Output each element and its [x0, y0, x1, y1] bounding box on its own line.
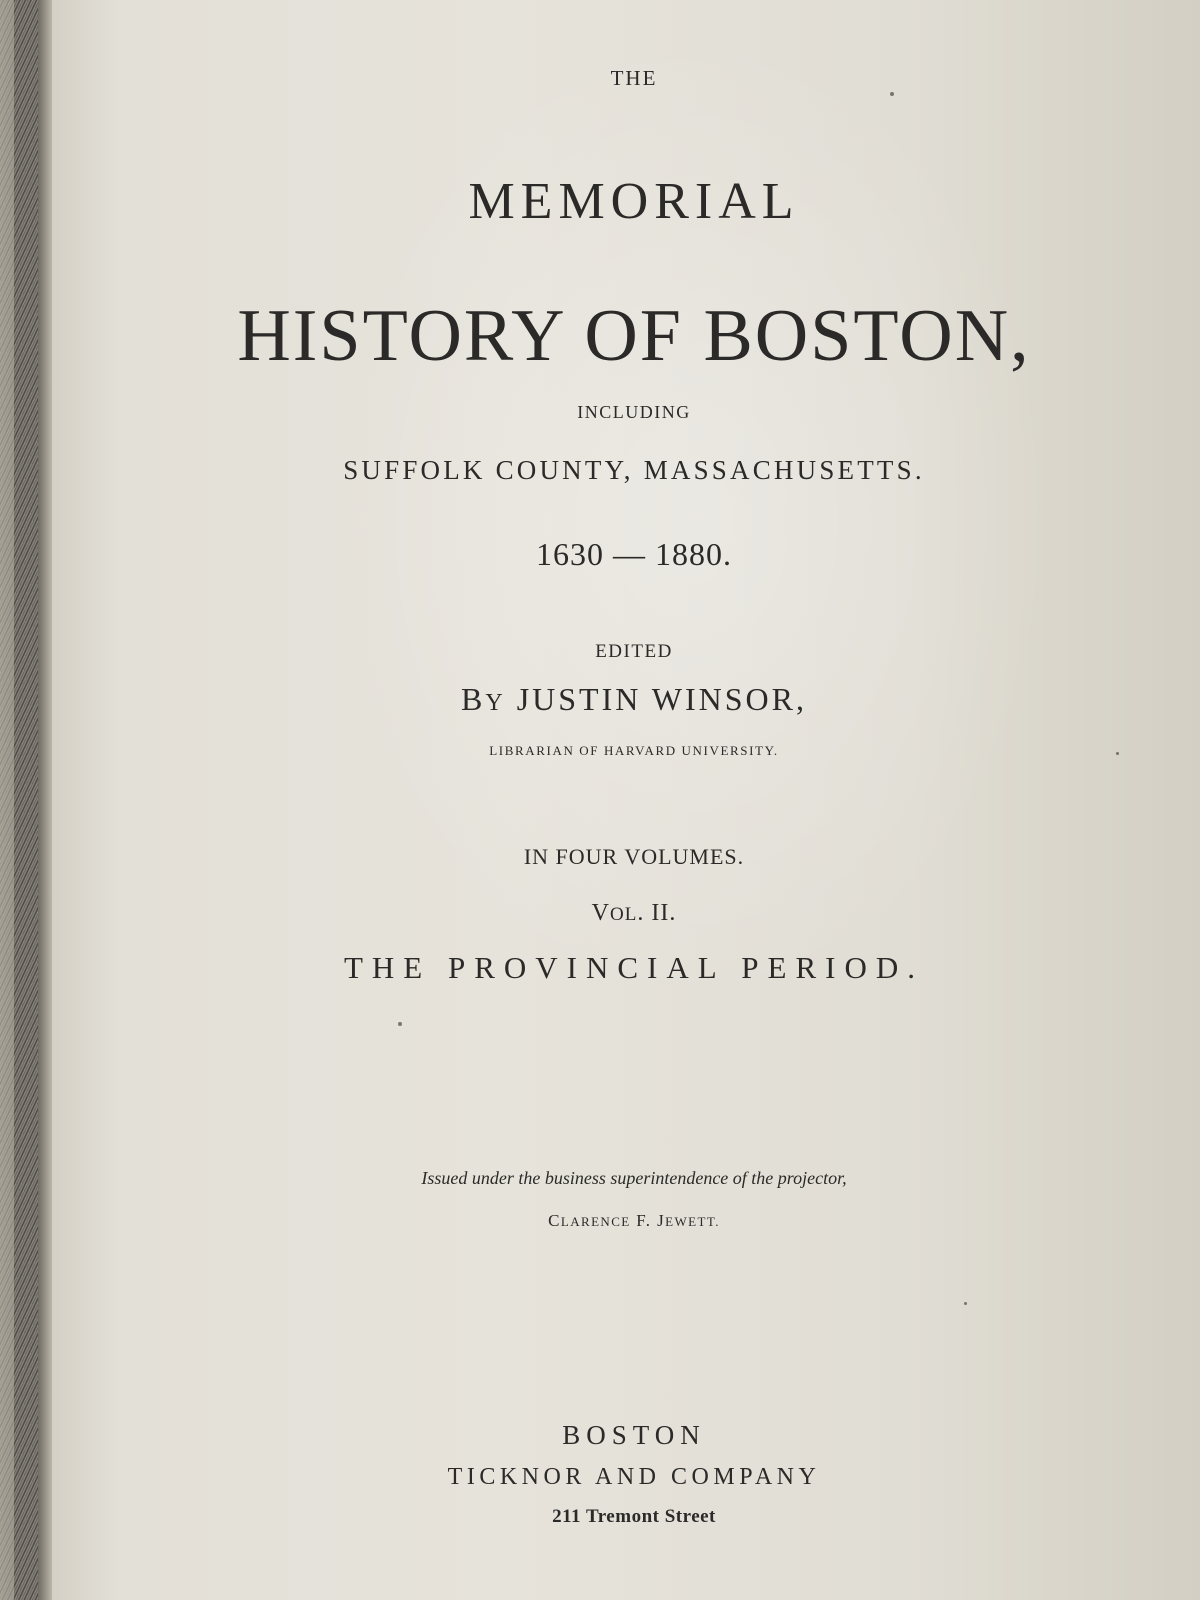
- editor-credit: [60, 681, 1200, 718]
- frontispiece-paper-edge: [0, 0, 14, 1600]
- issued-note: Issued under the business superintendence of the projector,: [421, 1168, 847, 1188]
- imprint-address: 211 Tremont Street: [552, 1506, 716, 1527]
- volume-numeral: . II.: [637, 900, 677, 926]
- projector-middle: F.: [630, 1211, 658, 1230]
- paper-speck: [398, 1022, 402, 1026]
- title-page: [52, 0, 1200, 1600]
- volume-small-caps: OL: [610, 904, 638, 925]
- subtitle-county: SUFFOLK COUNTY, MASSACHUSETTS.: [343, 455, 925, 485]
- title-history-of-boston: HISTORY OF BOSTON,: [237, 295, 1031, 377]
- editor-prefix-small-caps: Y: [485, 690, 506, 716]
- volume-cap: V: [591, 900, 611, 926]
- volume-title: THE PROVINCIAL PERIOD.: [343, 950, 925, 985]
- title-memorial: MEMORIAL: [468, 173, 800, 230]
- projector-first-rest: LARENCE: [560, 1214, 631, 1229]
- imprint-publisher: TICKNOR AND COMPANY: [447, 1464, 821, 1490]
- subtitle-including: INCLUDING: [577, 402, 691, 422]
- editor-prefix-cap: B: [461, 681, 486, 717]
- projector-initial-c: C: [548, 1211, 561, 1230]
- date-range: 1630 — 1880.: [536, 536, 732, 572]
- volume-number: [60, 900, 1200, 927]
- projector-initial-j: J: [657, 1211, 666, 1230]
- volumes-count: IN FOUR VOLUMES.: [523, 844, 745, 869]
- imprint-city: BOSTON: [562, 1420, 706, 1450]
- paper-speck: [1116, 752, 1119, 755]
- paper-speck: [964, 1302, 967, 1305]
- projector-name: [60, 1211, 1200, 1231]
- editor-name: JUSTIN WINSOR,: [505, 681, 807, 717]
- title-the: THE: [610, 66, 658, 90]
- paper-speck: [890, 92, 894, 96]
- edited-label: EDITED: [595, 641, 673, 662]
- projector-last-rest: EWETT.: [665, 1214, 720, 1229]
- editor-affiliation: LIBRARIAN OF HARVARD UNIVERSITY.: [489, 743, 779, 758]
